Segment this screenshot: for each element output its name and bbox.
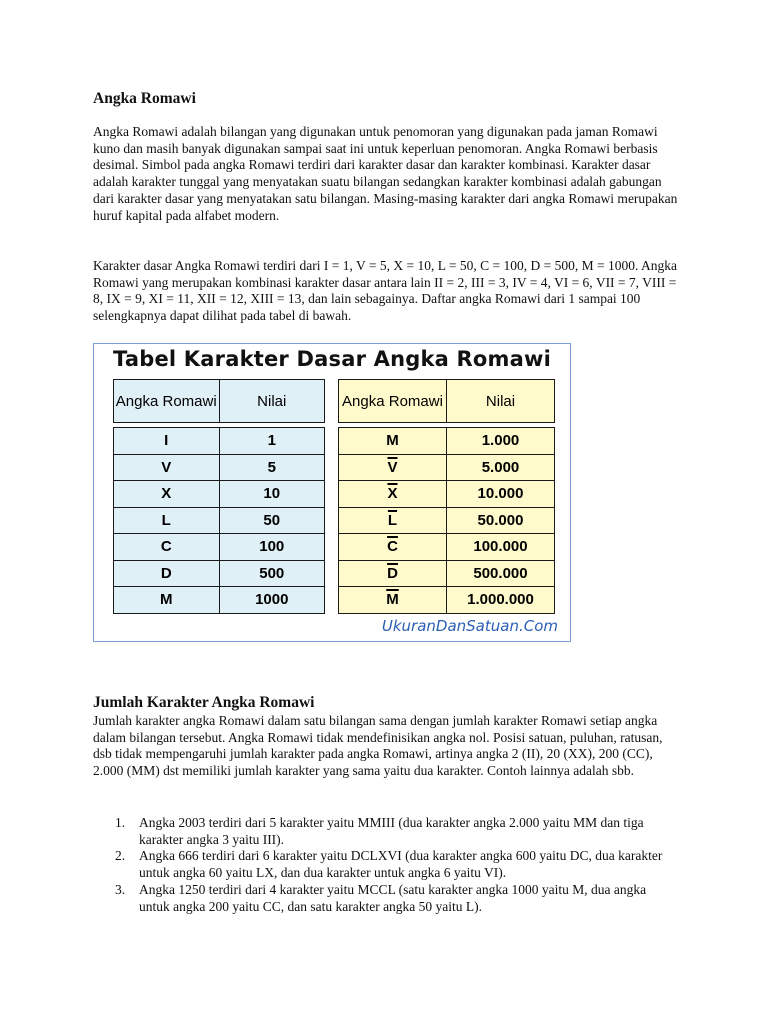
roman-cell: I <box>114 428 220 455</box>
column-header-value: Nilai <box>219 380 325 423</box>
table-row <box>339 507 555 534</box>
table-row <box>339 454 555 481</box>
table-row <box>114 507 325 534</box>
value-cell: 10 <box>219 481 325 508</box>
value-cell: 1.000.000 <box>447 587 555 614</box>
column-header-roman: Angka Romawi <box>114 380 220 423</box>
roman-cell: D <box>114 560 220 587</box>
table-row <box>339 481 555 508</box>
table-row <box>114 454 325 481</box>
table-row <box>114 560 325 587</box>
roman-cell-overlined: $\overline{D}$ <box>387 564 398 582</box>
list-item-number: 3. <box>115 881 126 897</box>
section-heading-jumlah-karakter: Jumlah Karakter Angka Romawi <box>93 694 315 711</box>
value-cell: 5 <box>219 454 325 481</box>
list-item <box>93 882 678 915</box>
list-item-text: Angka 2003 terdiri dari 5 karakter yaitu MMIII (dua karakter angka 2.000 yaitu MM dan tiga karakter angka 3 yaitu III). <box>139 815 644 847</box>
basic-characters-table <box>113 379 325 614</box>
list-item-number: 1. <box>115 815 126 830</box>
list-item <box>93 848 678 881</box>
roman-cell: C <box>114 534 220 561</box>
roman-cell-overlined: $\overline{L}$ <box>387 511 398 529</box>
roman-cell-overlined: $\overline{V}$ <box>387 458 398 476</box>
roman-cell-overlined: $\overline{X}$ <box>387 485 398 503</box>
roman-cell: L <box>114 507 220 534</box>
table-row <box>339 428 555 455</box>
value-cell: 1.000 <box>447 428 555 455</box>
paragraph-character-count: Jumlah karakter angka Romawi dalam satu bilangan sama dengan jumlah karakter Romawi setiap angka dalam bilangan tersebut. Angka Romawi tidak mendefinisikan angka nol. Posisi satuan, puluhan, ratusan, dsb tidak mempengaruhi jumlah karakter pada angka Romawi, artinya angka 2 (II), 20 (XX), 200 (CC), 2.000 (MM) dst memiliki jumlah karakter yang sama yaitu dua karakter. Contoh lainnya adalah sbb. <box>93 713 663 779</box>
value-cell: 100 <box>219 534 325 561</box>
roman-cell: V <box>114 454 220 481</box>
list-item <box>93 815 678 848</box>
value-cell: 5.000 <box>447 454 555 481</box>
list-item-text: Angka 666 terdiri dari 6 karakter yaitu DCLXVI (dua karakter angka 600 yaitu DC, dua karakter untuk angka 60 yaitu LX, dan dua karakter untuk angka 6 yaitu VI). <box>139 848 663 881</box>
value-cell: 100.000 <box>447 534 555 561</box>
value-cell: 10.000 <box>447 481 555 508</box>
value-cell: 1 <box>219 428 325 455</box>
examples-list <box>93 815 678 915</box>
value-cell: 50 <box>219 507 325 534</box>
roman-numeral-table-figure <box>93 343 571 642</box>
value-cell: 50.000 <box>447 507 555 534</box>
table-row <box>339 534 555 561</box>
paragraph-basic-characters: Karakter dasar Angka Romawi terdiri dari I = 1, V = 5, X = 10, L = 50, C = 100, D = 500, M = 1000. Angka Romawi yang merupakan kombinasi karakter dasar antara lain II = 2, III = 3, IV = 4, VI = 6, VII = 7, VIII = 8, IX = 9, XI = 11, XII = 12, XIII = 13, dan lain sebagainya. Daftar angka Romawi dari 1 sampai 100 selengkapnya dapat dilihat pada tabel di bawah. <box>93 258 677 324</box>
roman-cell-overlined: $\overline{C}$ <box>387 538 398 556</box>
table-row <box>114 587 325 614</box>
paragraph-intro: Angka Romawi adalah bilangan yang digunakan untuk penomoran yang digunakan pada jaman Romawi kuno dan masih banyak digunakan sampai saat ini untuk keperluan penomoran. Angka Romawi berbasis desimal. Simbol pada angka Romawi terdiri dari karakter dasar dan karakter kombinasi. Karakter dasar adalah karakter tunggal yang menyatakan suatu bilangan sedangkan karakter kombinasi adalah gabungan dari karakter dasar yang menyatakan satu bilangan. Masing-masing karakter dari angka Romawi merupakan huruf kapital pada alfabet modern. <box>93 124 678 223</box>
column-header-value: Nilai <box>447 380 555 423</box>
roman-cell: X <box>114 481 220 508</box>
table-row <box>339 587 555 614</box>
section-heading-angka-romawi: Angka Romawi <box>93 90 196 107</box>
column-header-roman: Angka Romawi <box>339 380 447 423</box>
roman-cell: M <box>114 587 220 614</box>
value-cell: 500 <box>219 560 325 587</box>
list-item-number: 2. <box>115 848 126 864</box>
table-row <box>114 481 325 508</box>
table-row <box>114 428 325 455</box>
value-cell: 1000 <box>219 587 325 614</box>
figure-credit: UkuranDanSatuan.Com <box>381 617 558 635</box>
roman-cell-overlined: $\overline{M}$ <box>386 591 399 609</box>
thousands-characters-table <box>338 379 555 614</box>
table-row <box>339 560 555 587</box>
figure-title: Tabel Karakter Dasar Angka Romawi <box>113 347 551 371</box>
roman-cell: M <box>386 432 399 450</box>
value-cell: 500.000 <box>447 560 555 587</box>
table-row <box>114 534 325 561</box>
list-item-text: Angka 1250 terdiri dari 4 karakter yaitu MCCL (satu karakter angka 1000 yaitu M, dua angka untuk angka 200 yaitu CC, dan satu karakter angka 50 yaitu L). <box>139 881 647 914</box>
